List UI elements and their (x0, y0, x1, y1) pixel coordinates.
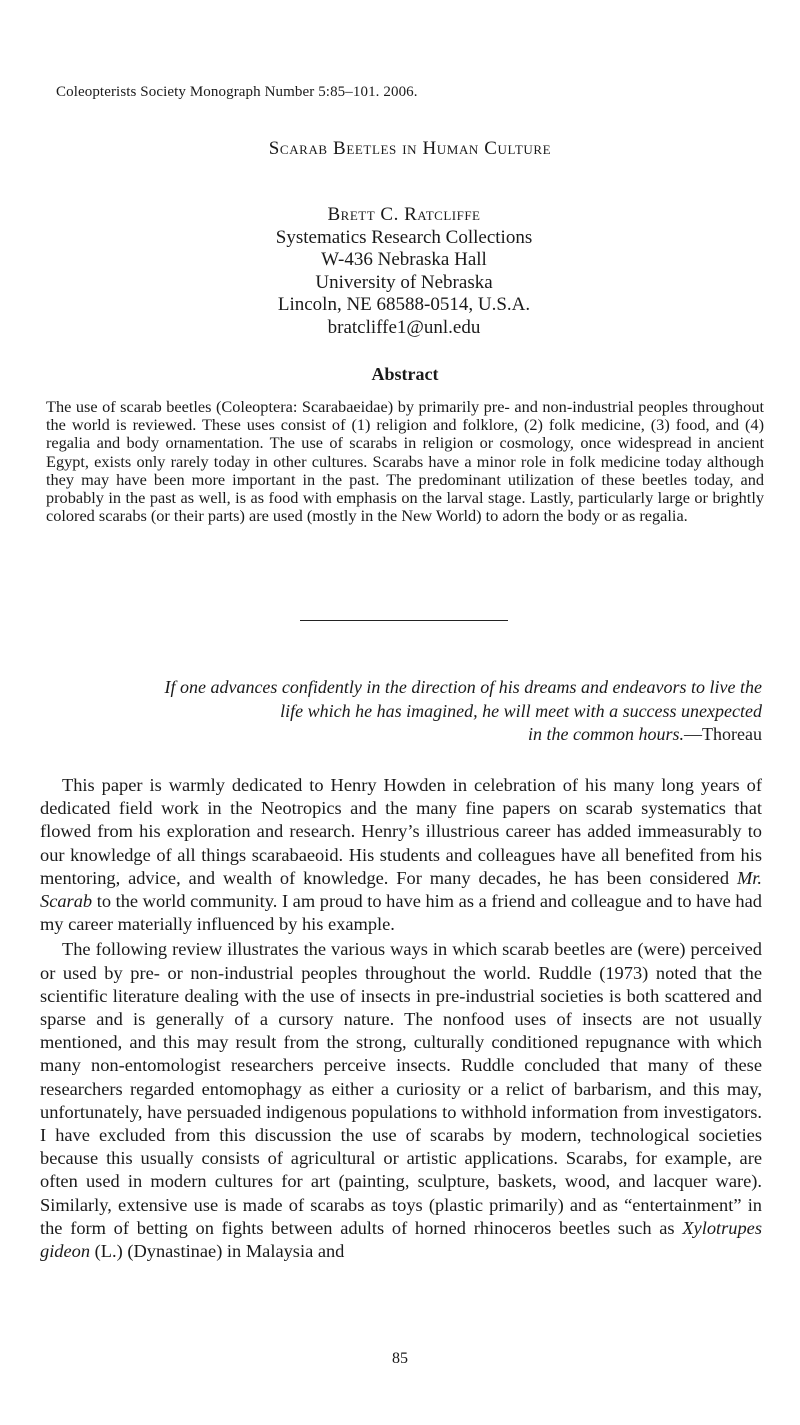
paragraph (40, 938, 762, 1263)
text-run: This paper is warmly dedicated to Henry Howden in celebration of his many long years of dedicated field work in the Neotropics and the many fine papers on scarab systematics that flowed from his exploration and research. Henry’s illustrious career has added immeasurably to our knowledge of all things scarabaeoid. His students and colleagues have all benefited from his mentoring, advice, and wealth of knowledge. For many decades, he has been considered (40, 775, 762, 888)
journal-reference: Coleopterists Society Monograph Number 5:85–101. 2006. (56, 84, 418, 100)
italic-text: Mr. Scarab (40, 867, 762, 912)
text-run: to the world community. I am proud to have him as a friend and colleague and to have had my career materially influenced by his example. (40, 891, 762, 935)
abstract-text: The use of scarab beetles (Coleoptera: Scarabaeidae) by primarily pre- and non-industrial peoples throughout the world is reviewed. These uses consist of (1) religion and folklore, (2) folk medicine, (3) food, and (4) regalia and body ornamentation. The use of scarabs in religion or cosmology, once widespread in ancient Egypt, exists only rarely today in other cultures. Scarabs have a minor role in folk medicine today although they may have been more important in the past. The predominant utilization of these beetles today, and probably in the past as well, is as food with emphasis on the larval stage. Lastly, particularly large or brightly colored scarabs (or their parts) are used (mostly in the New World) to adorn the body or as regalia. (46, 397, 764, 526)
affiliation-line: Lincoln, NE 68588-0514, U.S.A. (277, 294, 531, 316)
epigraph (50, 676, 762, 747)
paragraph (40, 774, 762, 936)
author-name: Brett C. Ratcliffe (327, 204, 481, 225)
paper-title: Scarab Beetles in Human Culture (268, 138, 552, 159)
page-number: 85 (392, 1350, 408, 1367)
epigraph-text: in the common hours. (528, 724, 685, 744)
section-divider (300, 620, 508, 621)
species-name: Xylotrupes gideon (40, 1217, 762, 1262)
author-email: bratcliffe1@unl.edu (327, 316, 481, 338)
affiliation-line: University of Nebraska (315, 271, 493, 293)
epigraph-line: life which he has imagined, he will meet with a success unexpected (280, 700, 762, 721)
affiliation-line: Systematics Research Collections (275, 226, 533, 248)
epigraph-line: If one advances confidently in the direction of his dreams and endeavors to live the (164, 677, 762, 697)
text-run: The following review illustrates the various ways in which scarab beetles are (were) perceived or used by pre- or non-industrial peoples throughout the world. Ruddle (1973) noted that the scientific literature dealing with the use of insects in pre-industrial societies is both scattered and sparse and is generally of a cursory nature. The nonfood uses of insects are not usually mentioned, and this may result from the strong, culturally conditioned repugnance with which many non-entomologist researchers perceive insects. Ruddle concluded that many of these researchers regarded entomophagy as either a curiosity or a relict of barbarism, and this may, unfortunately, have persuaded indigenous populations to withhold information from investigators. I have excluded from this discussion the use of scarabs by modern, technological societies because this usually consists of agricultural or artistic applications. Scarabs, for example, are often used in modern cultures for art (painting, sculpture, baskets, wood, and lacquer ware). Similarly, extensive use is made of scarabs as toys (plastic primarily) and as “entertainment” in the form of betting on fights between adults of horned rhinoceros beetles such as (40, 939, 762, 1238)
author-block (0, 204, 800, 340)
epigraph-attribution: —Thoreau (684, 724, 762, 744)
affiliation-line: W-436 Nebraska Hall (321, 249, 487, 271)
body-text (40, 774, 762, 1263)
epigraph-line (50, 723, 762, 747)
abstract-heading: Abstract (371, 364, 439, 384)
text-run: (L.) (Dynastinae) in Malaysia and (90, 1241, 345, 1262)
